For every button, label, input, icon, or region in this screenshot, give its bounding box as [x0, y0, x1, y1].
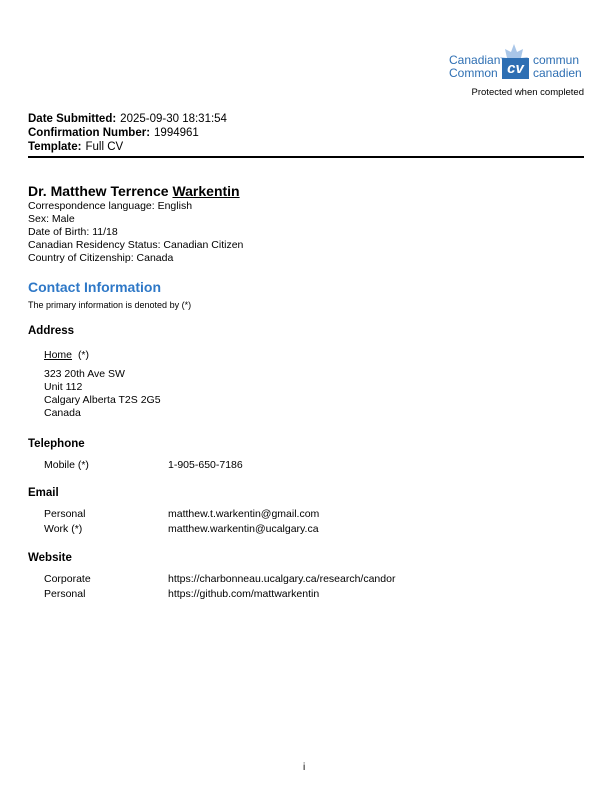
template-value: Full CV	[85, 141, 124, 153]
address-line: Calgary Alberta T2S 2G5	[44, 394, 161, 406]
confirmation-value: 1994961	[154, 127, 199, 139]
email-label: Work (*)	[44, 523, 83, 535]
name-prefix: Dr. Matthew Terrence	[28, 183, 169, 199]
address-heading: Address	[28, 325, 75, 337]
website-label: Corporate	[44, 573, 91, 585]
person-name	[28, 183, 240, 199]
email-heading: Email	[28, 487, 59, 499]
person-detail: Correspondence language: English	[28, 200, 193, 212]
date-submitted-label: Date Submitted:	[28, 113, 117, 125]
primary-note: The primary information is denoted by (*)	[28, 300, 192, 310]
ccv-logo	[447, 44, 585, 84]
email-value: matthew.warkentin@ucalgary.ca	[168, 523, 319, 535]
website-link[interactable]: https://charbonneau.ucalgary.ca/research/candor	[168, 573, 396, 585]
telephone-label: Mobile (*)	[44, 459, 89, 471]
person-detail: Date of Birth: 11/18	[28, 226, 118, 238]
date-submitted-value: 2025-09-30 18:31:54	[120, 113, 227, 125]
address-line: Canada	[44, 407, 81, 419]
website-label: Personal	[44, 588, 86, 600]
person-detail: Canadian Residency Status: Canadian Citizen	[28, 239, 244, 251]
logo-word-canadian: Canadian	[449, 53, 501, 67]
address-line: 323 20th Ave SW	[44, 368, 125, 380]
address-line: Unit 112	[44, 381, 83, 393]
confirmation-number	[28, 127, 199, 140]
website-heading: Website	[28, 552, 72, 564]
template	[28, 141, 123, 154]
email-value: matthew.t.warkentin@gmail.com	[168, 508, 320, 520]
logo-word-common: Common	[449, 66, 498, 80]
date-submitted	[28, 113, 227, 126]
person-detail: Country of Citizenship: Canada	[28, 252, 174, 264]
telephone-heading: Telephone	[28, 438, 85, 450]
address-primary-marker: (*)	[77, 349, 90, 361]
logo-word-commun: commun	[533, 53, 580, 67]
surname: Warkentin	[172, 183, 240, 199]
template-label: Template:	[28, 141, 82, 153]
person-detail: Sex: Male	[28, 213, 75, 225]
contact-heading: Contact Information	[28, 279, 161, 295]
website-link[interactable]: https://github.com/mattwarkentin	[168, 588, 320, 600]
telephone-value: 1-905-650-7186	[168, 459, 243, 471]
header-divider	[28, 156, 584, 158]
address-type	[44, 349, 89, 361]
protected-notice: Protected when completed	[471, 87, 584, 98]
cv-badge: cv	[502, 58, 529, 79]
email-label: Personal	[44, 508, 86, 520]
logo-word-canadien: canadien	[533, 66, 582, 80]
address-label: Home	[44, 349, 73, 361]
confirmation-label: Confirmation Number:	[28, 127, 151, 139]
page-number: i	[303, 762, 306, 773]
